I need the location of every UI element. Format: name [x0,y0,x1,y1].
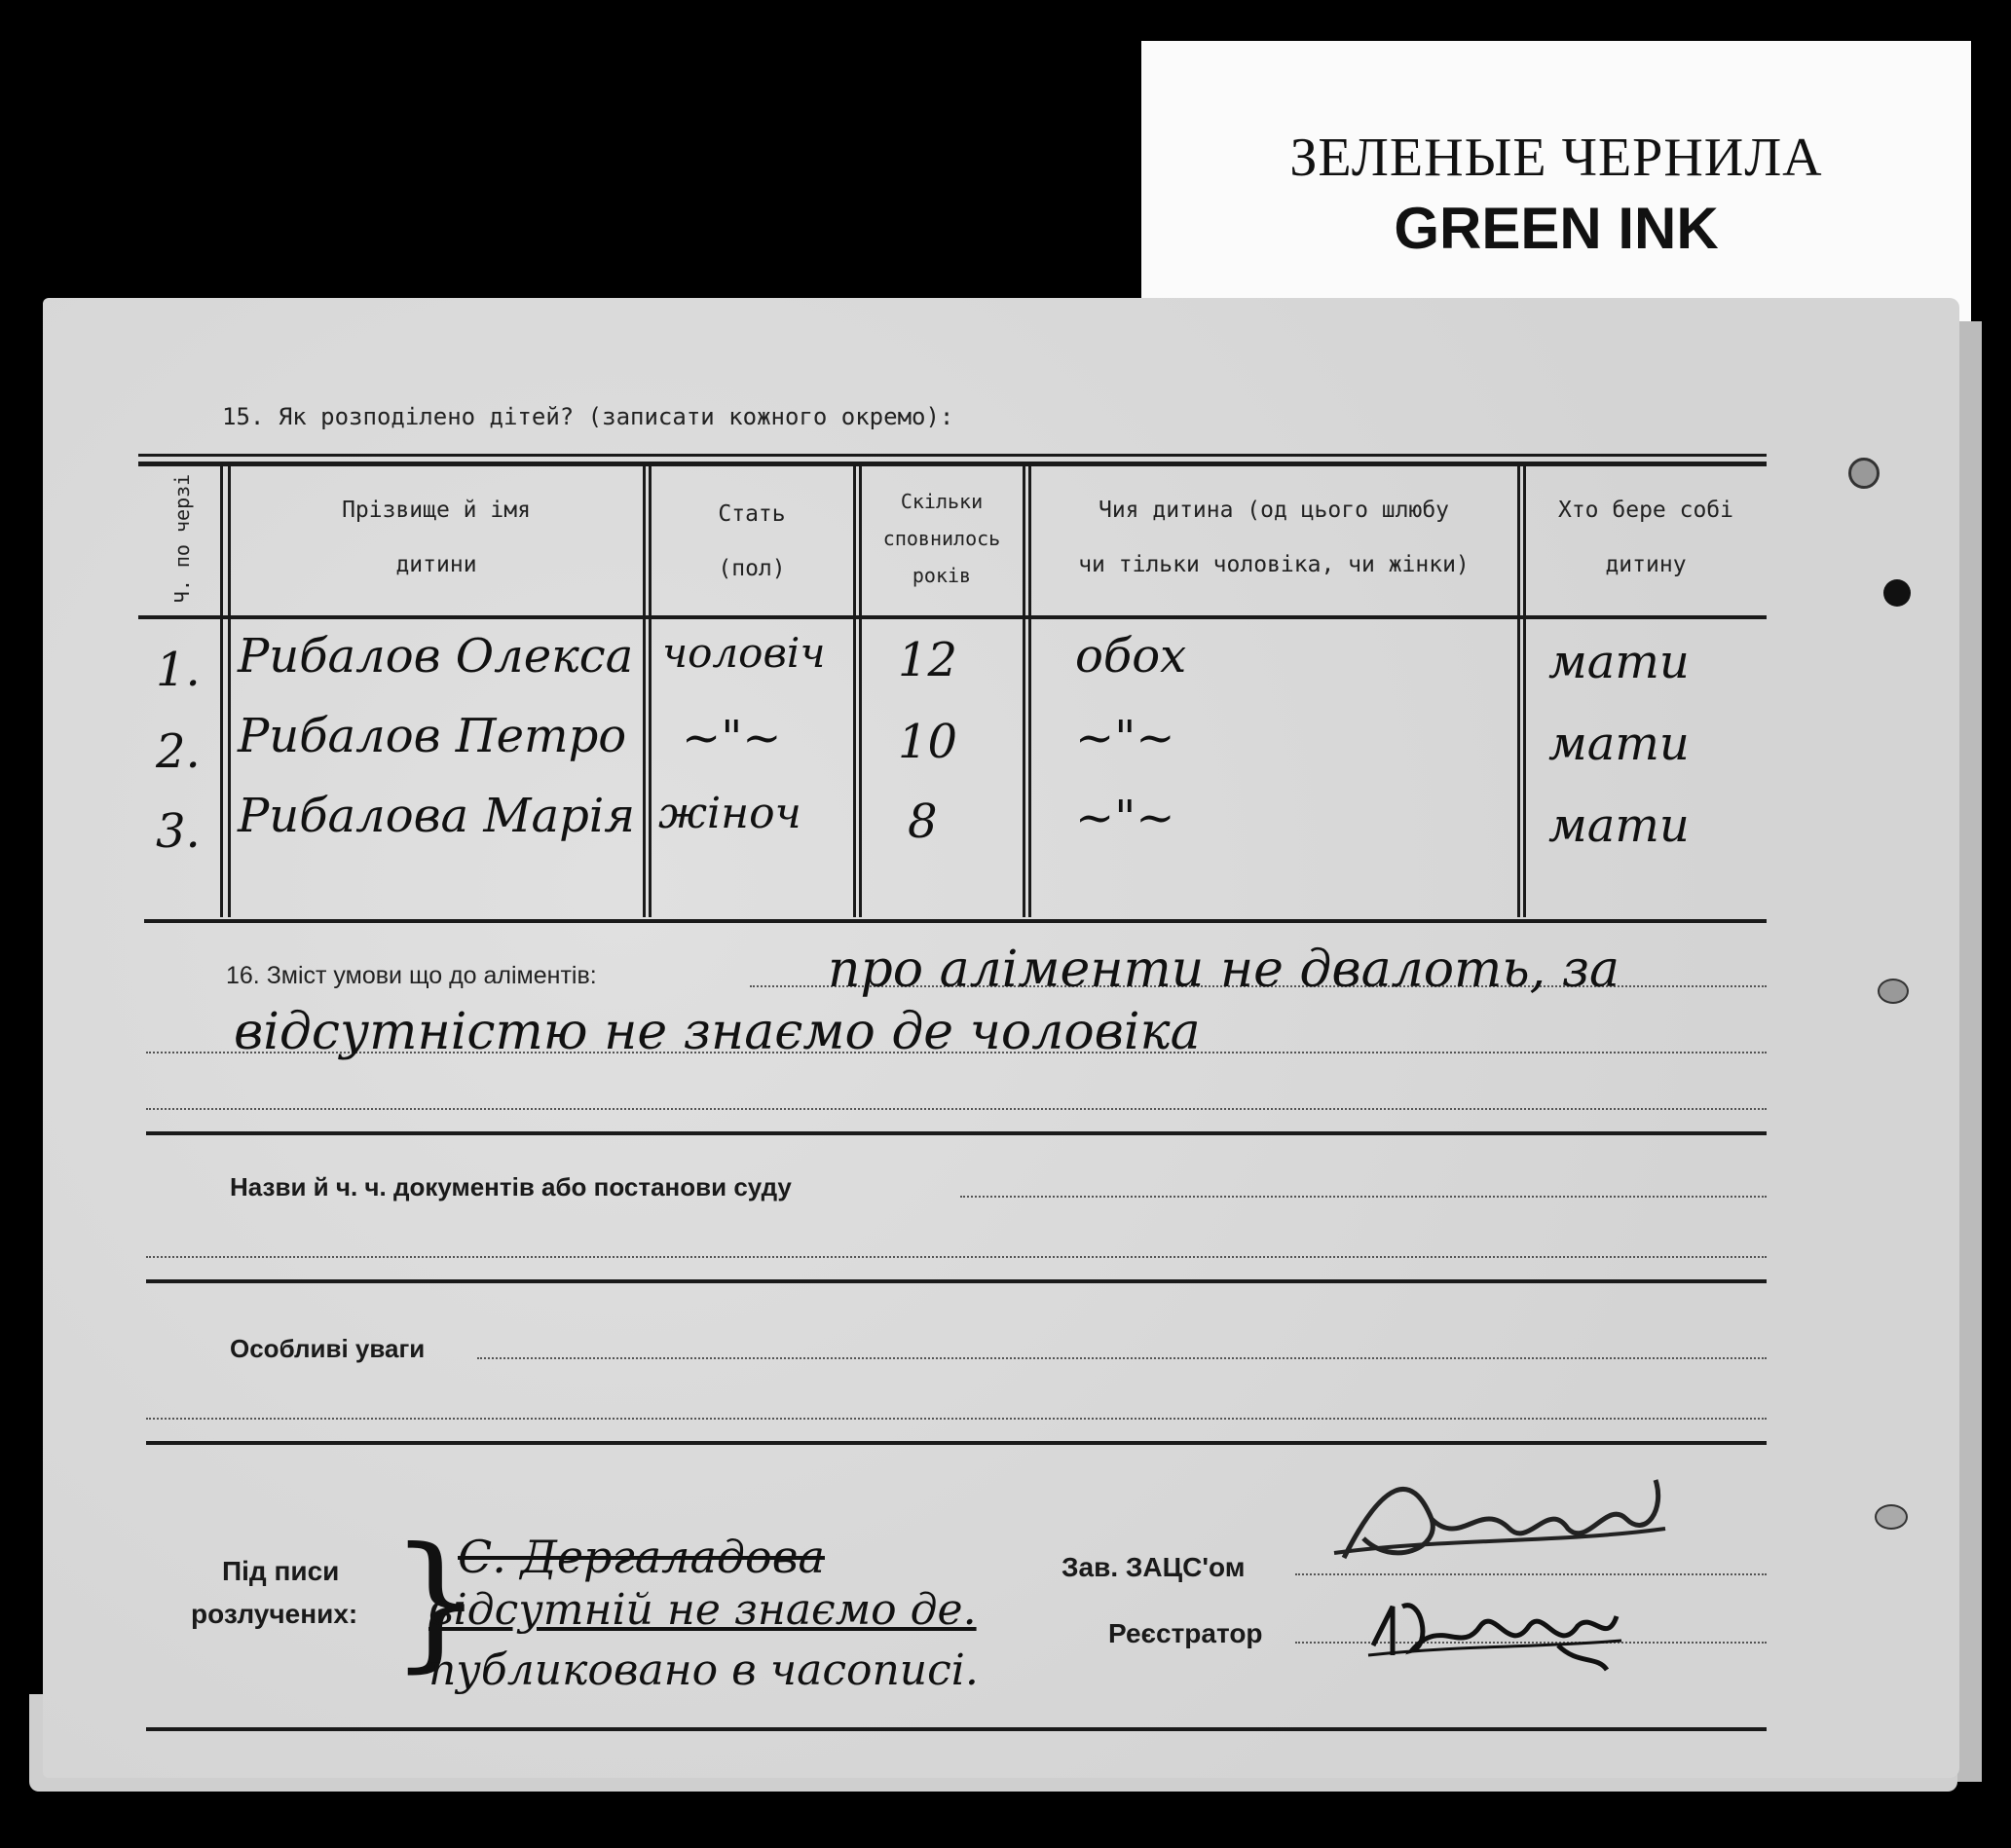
child-age: 8 [908,795,938,849]
registry-head-signature [1324,1460,1675,1587]
documents-dotted-line [960,1196,1767,1198]
documents-label: Назви й ч. ч. документів або постанови суду [230,1172,792,1201]
child-custodian: мати [1548,717,1690,771]
signatures-brace: } [390,1517,483,1686]
child-whose: обох [1075,629,1187,684]
signatures-label-line2: розлучених: [191,1599,358,1629]
section-16-dotted-line [146,1108,1767,1110]
table-column-divider [649,463,652,917]
section-divider [146,1279,1767,1283]
alimony-text-line1: про аліменти не двалоть, за [828,941,1620,999]
remarks-label: Особливі уваги [230,1334,426,1363]
child-name: Рибалова Марія [238,789,636,843]
remarks-dotted-line [146,1418,1767,1420]
child-name: Рибалов Петро [238,709,627,763]
alimony-text-line2: відсутністю не знаємо де чоловіка [234,1003,1201,1061]
table-column-divider [1028,463,1031,917]
archive-ink-label [1141,41,1971,333]
header-number: Ч. по черзі [170,473,194,604]
table-bottom-rule [144,919,1767,923]
child-name: Рибалов Олекса [238,629,634,684]
section-divider [146,1441,1767,1445]
section-15-title: 15. Як розподілено дітей? (записати кожного окремо): [222,403,954,430]
punch-hole [1848,458,1880,489]
signatures-label-line1: Під писи [222,1556,340,1586]
table-column-divider [1023,463,1025,917]
header-sex: Стать (пол) [718,501,786,581]
divorcee-signature-line2: відсутній не знаємо де. [428,1585,977,1635]
section-divider [146,1131,1767,1135]
row-number: 2. [156,724,201,779]
registry-head-label: Зав. ЗАЦС'ом [1061,1552,1246,1582]
ink-label-english: GREEN INK [1394,196,1719,261]
child-sex: жіноч [658,789,801,838]
child-whose: ~"~ [1075,711,1175,765]
child-age: 10 [898,715,958,769]
registrar-signature [1363,1587,1626,1675]
header-whose-child: Чия дитина (од цього шлюбу чи тільки чоловіка, чи жінки) [1078,498,1470,577]
header-who-takes: Хто бере собі дитину [1557,498,1733,577]
header-age: Скільки сповнилось років [882,490,1001,587]
divorcee-signature-line3: публиковано в часописі. [428,1645,979,1695]
table-column-divider [643,463,646,917]
remarks-dotted-line [477,1357,1767,1359]
divorcee-signature-line1: С. Дергаладова [458,1531,825,1583]
section-16-label: 16. Зміст умови що до аліментів: [226,962,597,989]
table-column-divider [1517,463,1520,917]
row-number: 1. [156,643,201,697]
child-custodian: мати [1548,798,1690,853]
form-bottom-rule [146,1727,1767,1731]
table-column-divider [853,463,856,917]
table-column-divider [228,463,231,917]
child-sex: чоловіч [662,629,826,677]
table-column-divider [1523,463,1526,917]
row-number: 3. [156,804,201,859]
punch-hole [1878,979,1909,1004]
child-sex: ~"~ [682,711,782,765]
child-age: 12 [898,633,958,687]
table-column-divider [859,463,862,917]
punch-hole [1883,579,1911,607]
registrar-label: Реєстратор [1108,1618,1263,1648]
child-whose: ~"~ [1075,791,1175,845]
ink-label-russian: ЗЕЛЕНЫЕ ЧЕРНИЛА [1289,128,1823,188]
punch-hole [1875,1504,1908,1530]
header-name: Прізвище й імя дитини [342,498,531,577]
documents-dotted-line [146,1256,1767,1258]
child-custodian: мати [1548,635,1690,689]
table-top-rule [138,454,1767,457]
